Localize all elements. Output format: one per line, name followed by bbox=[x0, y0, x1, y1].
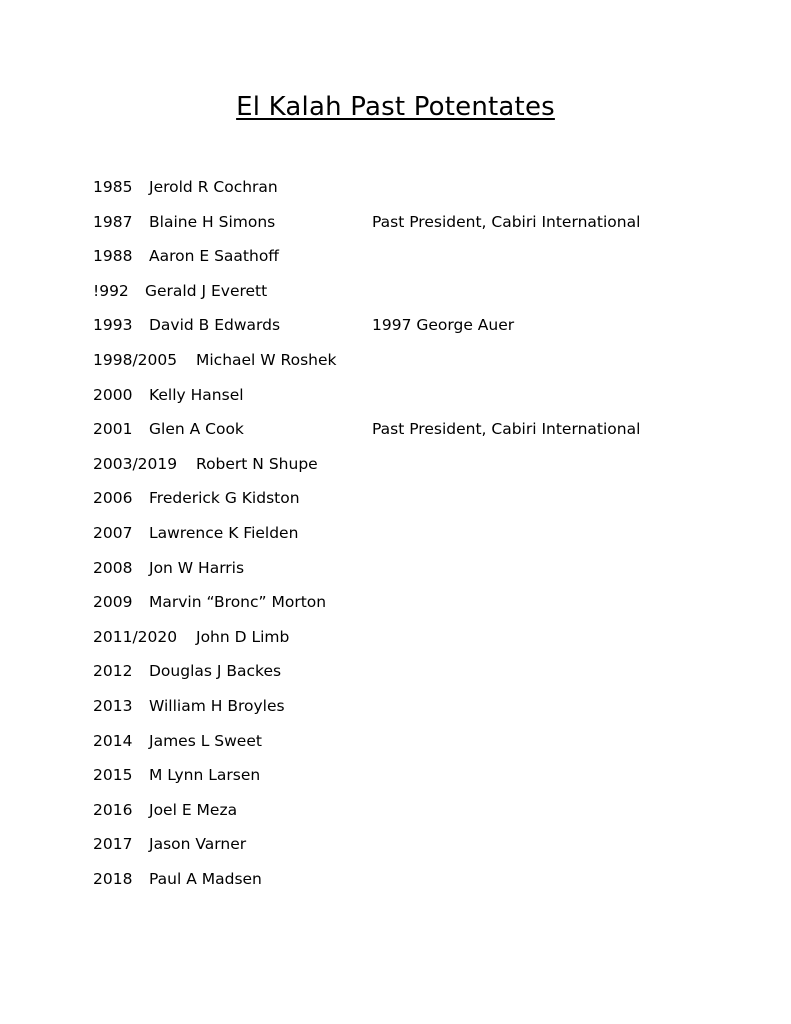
list-item bbox=[93, 384, 713, 419]
entry-year: 1985 bbox=[93, 178, 133, 196]
list-item bbox=[93, 211, 713, 246]
entry-name: Jason Varner bbox=[149, 835, 247, 854]
entry-name: Michael W Roshek bbox=[196, 350, 337, 369]
entry-name: Douglas J Backes bbox=[149, 662, 282, 681]
entry-name: Aaron E Saathoff bbox=[149, 247, 279, 266]
list-item bbox=[93, 280, 713, 315]
entry-year: 1993 bbox=[93, 316, 133, 335]
entry-name: Glen A Cook bbox=[149, 420, 244, 439]
page-title: El Kalah Past Potentates bbox=[236, 92, 555, 122]
entry-year: 1988 bbox=[93, 247, 133, 266]
entry-name: Paul A Madsen bbox=[149, 869, 262, 888]
entry-name: David B Edwards bbox=[149, 316, 281, 335]
entry-year: 2011/2020 bbox=[93, 627, 178, 646]
list-item bbox=[93, 557, 713, 592]
entry-name: William H Broyles bbox=[149, 696, 285, 715]
entry-year: 2016 bbox=[93, 800, 133, 819]
entry-name: Marvin “Bronc” Morton bbox=[149, 593, 327, 612]
entry-year: 2013 bbox=[93, 696, 133, 715]
list-item bbox=[93, 764, 713, 799]
list-item bbox=[93, 176, 713, 211]
potentate-list bbox=[93, 176, 713, 902]
entry-year: !992 bbox=[93, 281, 129, 300]
list-item bbox=[93, 487, 713, 522]
entry-name: Jon W Harris bbox=[149, 558, 245, 577]
entry-note: Past President, Cabiri International bbox=[372, 420, 641, 439]
list-item bbox=[93, 314, 713, 349]
entry-name: Kelly Hansel bbox=[149, 385, 244, 404]
entry-note: Past President, Cabiri International bbox=[372, 212, 641, 231]
list-item bbox=[93, 522, 713, 557]
list-item bbox=[93, 245, 713, 280]
list-item bbox=[93, 799, 713, 834]
list-item bbox=[93, 868, 713, 903]
entry-name: John D Limb bbox=[196, 627, 290, 646]
list-item bbox=[93, 833, 713, 868]
list-item bbox=[93, 695, 713, 730]
entry-note: 1997 George Auer bbox=[372, 316, 515, 335]
entry-name: Jerold R Cochran bbox=[149, 178, 278, 196]
entry-year: 2017 bbox=[93, 835, 133, 854]
entry-year: 2003/2019 bbox=[93, 454, 178, 473]
list-item bbox=[93, 730, 713, 765]
entry-name: Lawrence K Fielden bbox=[149, 523, 299, 542]
entry-name: Joel E Meza bbox=[149, 800, 238, 819]
entry-year: 2006 bbox=[93, 489, 133, 508]
entry-name: M Lynn Larsen bbox=[149, 766, 261, 785]
entry-year: 2007 bbox=[93, 523, 133, 542]
list-item bbox=[93, 626, 713, 661]
entry-name: Gerald J Everett bbox=[145, 281, 268, 300]
entry-year: 2000 bbox=[93, 385, 133, 404]
entry-year: 1998/2005 bbox=[93, 350, 178, 369]
entry-year: 2001 bbox=[93, 420, 133, 439]
entry-year: 2015 bbox=[93, 766, 133, 785]
entry-year: 2009 bbox=[93, 593, 133, 612]
list-item bbox=[93, 349, 713, 384]
list-item bbox=[93, 418, 713, 453]
list-item bbox=[93, 591, 713, 626]
list-item bbox=[93, 660, 713, 695]
entry-year: 1987 bbox=[93, 212, 133, 231]
entry-year: 2012 bbox=[93, 662, 133, 681]
entry-year: 2014 bbox=[93, 731, 133, 750]
entry-name: Frederick G Kidston bbox=[149, 489, 300, 508]
entry-year: 2008 bbox=[93, 558, 133, 577]
list-item bbox=[93, 453, 713, 488]
entry-year: 2018 bbox=[93, 869, 133, 888]
entry-name: Robert N Shupe bbox=[196, 454, 318, 473]
entry-name: James L Sweet bbox=[149, 731, 262, 750]
entry-name: Blaine H Simons bbox=[149, 212, 276, 231]
